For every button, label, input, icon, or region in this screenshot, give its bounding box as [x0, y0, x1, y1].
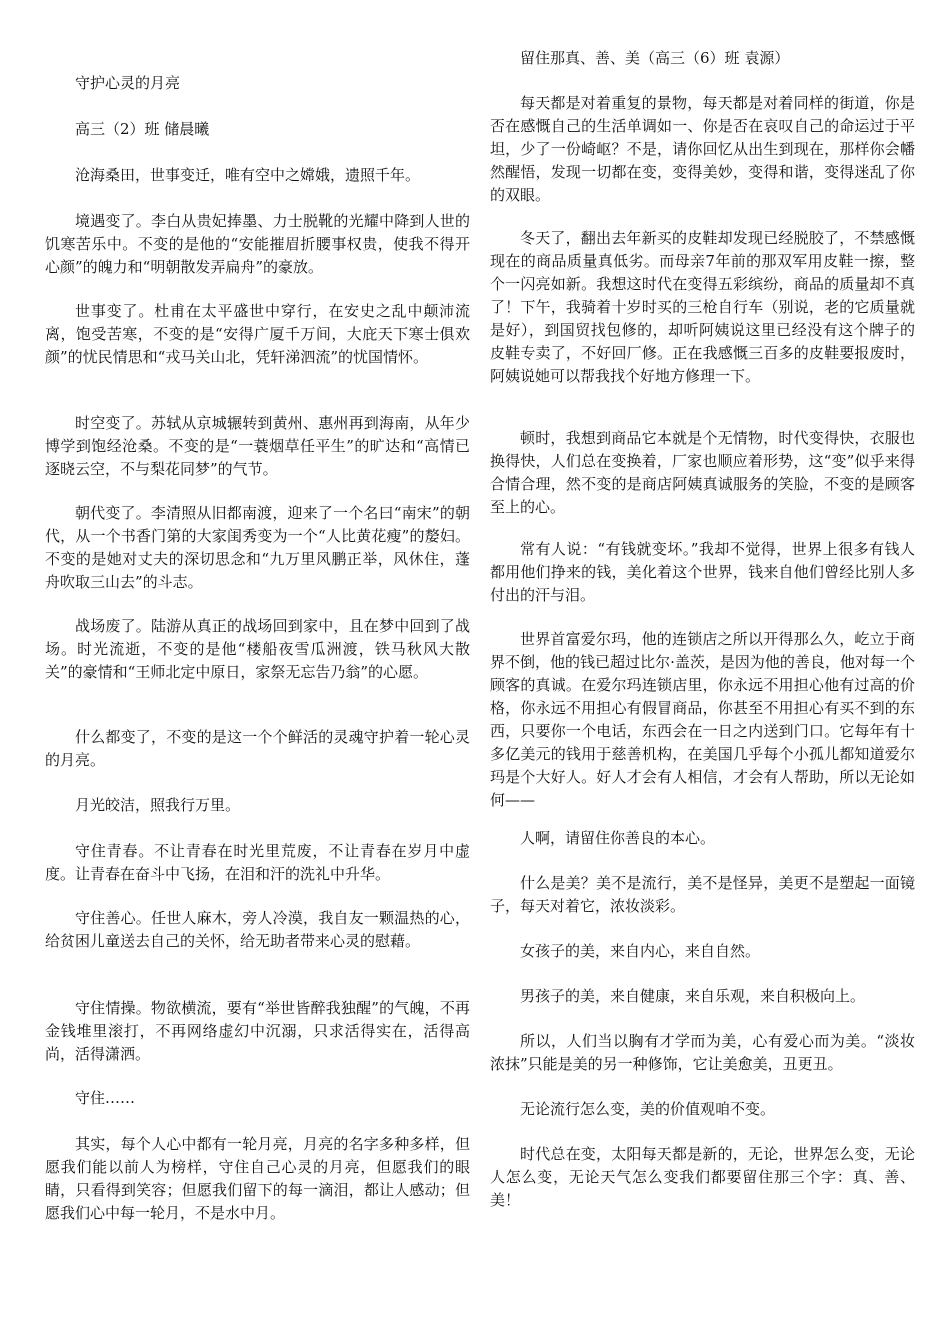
paragraph: 时代总在变，太阳每天都是新的，无论，世界怎么变，无论人怎么变，无论天气怎么变我们都要留住那三个字：真、善、美！ — [490, 1145, 915, 1209]
article-title-right: 留住那真、善、美（高三（6）班 袁源） — [520, 49, 790, 67]
paragraph: 守住善心。任世人麻木，旁人冷漠，我自友一颗温热的心，给贫困儿童送去自己的关怀，给无助者带来心灵的慰藉。 — [45, 909, 470, 950]
paragraph: 什么是美？美不是流行，美不是怪异，美更不是塑起一面镜子，每天对着它，浓妆淡彩。 — [490, 874, 915, 915]
author-left: 高三（2）班 储晨曦 — [75, 120, 210, 138]
paragraph: 世界首富爱尔玛，他的连锁店之所以开得那么久，屹立于商界不倒，他的钱已超过比尔·盖茨，是因为他的善良，他对每一个顾客的真诚。在爱尔玛连锁店里，你永远不用担心他有过高的价格，你永远不用担心有假冒商品，你甚至不用担心有买不到的东西，只要你一个电话，东西会在一日之内送到门口。它每年有十多亿美元的钱用于慈善机构，在美国几乎每个小孤儿都知道爱尔玛是个大好人。好人才会有人相信，才会有人帮助，所以无论如何—— — [490, 630, 915, 809]
paragraph: 冬天了，翻出去年新买的皮鞋却发现已经脱胶了，不禁感慨现在的商品质量真低劣。而母亲7年前的那双军用皮鞋一擦，整个一闪亮如新。我想这时代在变得五彩缤纷，商品的质量却不真了！下午，我骑着十岁时买的三枪自行车（别说，老的它质量就是好），到国贸找包修的，却听阿姨说这里已经没有这个牌子的皮鞋专卖了，不好回厂修。正在我感慨三百多的皮鞋要报废时，阿姨说她可以帮我找个好地方修理一下。 — [490, 229, 915, 385]
paragraph: 其实，每个人心中都有一轮月亮，月亮的名字多种多样，但愿我们能以前人为榜样，守住自己心灵的月亮，但愿我们的眼睛，只看得到笑容；但愿我们留下的每一滴泪，都让人感动；但愿我们心中每一轮月，不是水中月。 — [45, 1135, 470, 1222]
paragraph: 月光皎洁，照我行万里。 — [75, 796, 241, 814]
paragraph: 所以，人们当以胸有才学而为美，心有爱心而为美。“淡妆浓抹”只能是美的另一种修饰，它让美愈美，丑更丑。 — [490, 1032, 915, 1073]
right-column — [490, 0, 915, 1344]
paragraph: 什么都变了，不变的是这一个个鲜活的灵魂守护着一轮心灵的月亮。 — [45, 728, 470, 769]
paragraph: 境遇变了。李白从贵妃捧墨、力士脱靴的光耀中降到人世的饥寒苦乐中。不变的是他的“安能摧眉折腰事权贵，使我不得开心颜”的魄力和“明朝散发弄扁舟”的豪放。 — [45, 212, 470, 276]
paragraph: 朝代变了。李清照从旧都南渡，迎来了一个名曰“南宋”的朝代，从一个书香门第的大家闺秀变为一个“人比黄花瘦”的嫠妇。不变的是她对丈夫的深切思念和“九万里风鹏正举，风休住，蓬舟吹取三山去”的斗志。 — [45, 504, 470, 591]
paragraph: 男孩子的美，来自健康，来自乐观，来自积极向上。 — [520, 987, 866, 1005]
paragraph: 沧海桑田，世事变迁，唯有空中之嫦娥，遗照千年。 — [75, 166, 421, 184]
paragraph: 无论流行怎么变，美的价值观咱不变。 — [520, 1100, 776, 1118]
paragraph: 时空变了。苏轼从京城辗转到黄州、惠州再到海南，从年少博学到饱经沧桑。不变的是“一蓑烟草任平生”的旷达和“高情已逐晓云空，不与梨花同梦”的气节。 — [45, 414, 470, 478]
paragraph: 顿时，我想到商品它本就是个无情物，时代变得快，衣服也换得快，人们总在变换着，厂家也顺应着形势，这“变”似乎来得合情合理，然不变的是商店阿姨真诚服务的笑脸，不变的是顾客至上的心。 — [490, 429, 915, 516]
paragraph: 守住…… — [75, 1089, 136, 1107]
paragraph: 守住青春。不让青春在时光里荒废，不让青春在岁月中虚度。让青春在奋斗中飞扬，在泪和汗的洗礼中升华。 — [45, 842, 470, 883]
paragraph: 女孩子的美，来自内心，来自自然。 — [520, 942, 761, 960]
left-column — [45, 0, 470, 1344]
paragraph: 常有人说：“有钱就变坏。”我却不觉得，世界上很多有钱人都用他们挣来的钱，美化着这个世界，钱来自他们曾经比别人多付出的汗与泪。 — [490, 540, 915, 604]
article-title-left: 守护心灵的月亮 — [75, 74, 181, 92]
paragraph: 每天都是对着重复的景物，每天都是对着同样的街道，你是否在感慨自己的生活单调如一、你是否在哀叹自己的命运过于平坦，少了一份崎岖？不是，请你回忆从出生到现在，那样你会幡然醒悟，发现一切都在变，变得美妙，变得和谐，变得迷乱了你的双眼。 — [490, 94, 915, 204]
paragraph: 战场废了。陆游从真正的战场回到家中，且在梦中回到了战场。时光流逝，不变的是他“楼船夜雪瓜洲渡，铁马秋风大散关”的豪情和“王师北定中原日，家祭无忘告乃翁”的心愿。 — [45, 617, 470, 681]
paragraph: 守住情操。物欲横流，要有“举世皆醉我独醒”的气魄，不再金钱堆里滚打，不再网络虚幻中沉溺，只求活得实在，活得高尚，活得潇洒。 — [45, 999, 470, 1063]
paragraph: 世事变了。杜甫在太平盛世中穿行，在安史之乱中颠沛流离，饱受苦寒，不变的是“安得广厦千万间，大庇天下寒士俱欢颜”的忧民情思和“戎马关山北，凭轩涕泗流”的忧国情怀。 — [45, 302, 470, 366]
paragraph: 人啊，请留住你善良的本心。 — [520, 829, 716, 847]
